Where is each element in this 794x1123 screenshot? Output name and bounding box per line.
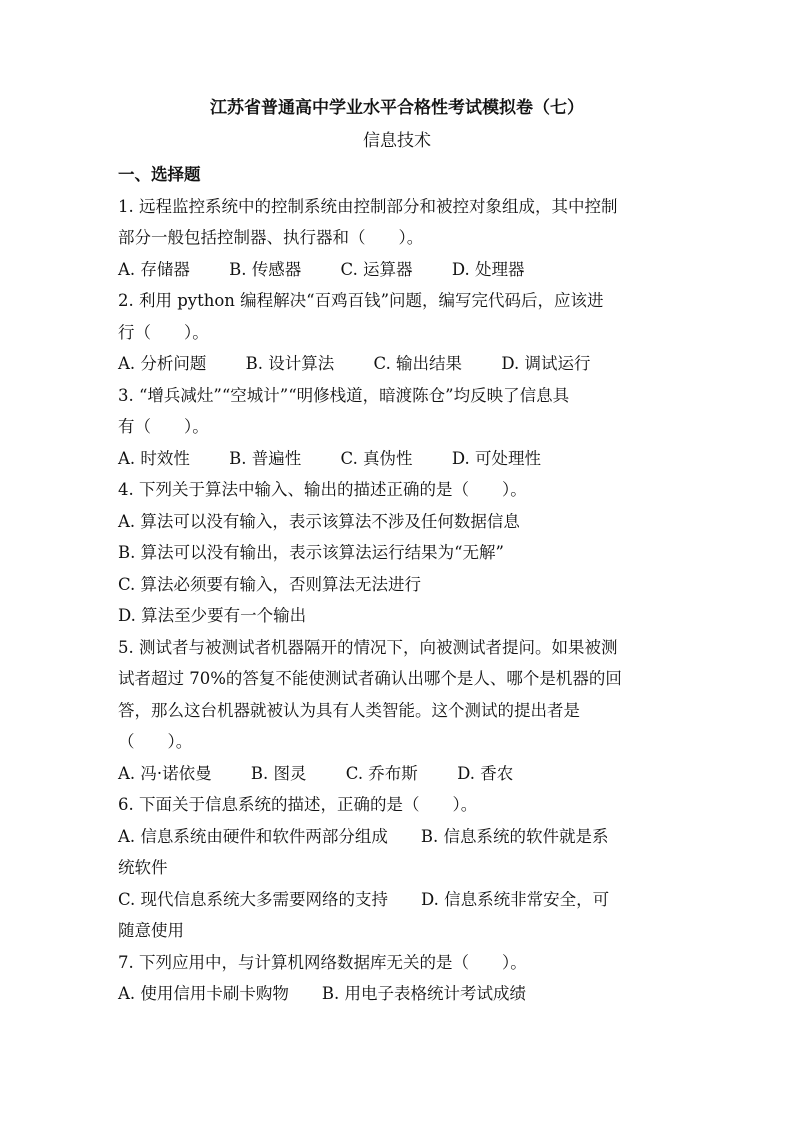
option-line: A. 使用信用卡刷卡购物 B. 用电子表格统计考试成绩 (118, 984, 527, 1003)
option-c: C. 输出结果 (373, 354, 463, 373)
option-d: D. 香农 (457, 763, 514, 783)
option-a: A. 分析问题 (118, 354, 207, 373)
option-a: A. 时效性 (118, 448, 190, 468)
option-b: B. 图灵 (250, 763, 307, 783)
question-2 (118, 285, 684, 380)
question-line: 3. “增兵减灶”“空城计”“明修栈道，暗渡陈仓”均反映了信息具 (118, 385, 570, 405)
option-c: C. 乔布斯 (345, 763, 418, 783)
question-line: 7. 下列应用中，与计算机网络数据库无关的是（ ）。 (118, 952, 527, 972)
option-d: D. 可处理性 (451, 448, 541, 468)
option-d: D. 算法至少要有一个输出 (118, 606, 307, 625)
question-line: 5. 测试者与被测试者机器隔开的情况下，向被测试者提问。如果被测 (118, 637, 618, 657)
question-line: 有（ ）。 (118, 417, 209, 436)
option-a: A. 冯·诺依曼 (118, 763, 212, 783)
question-line: 行（ ）。 (118, 322, 209, 342)
option-b: B. 传感器 (229, 259, 302, 279)
option-line: A. 信息系统由硬件和软件两部分组成 B. 信息系统的软件就是系 (118, 826, 609, 846)
option-line: 统软件 (118, 858, 168, 877)
question-line: 6. 下面关于信息系统的描述，正确的是（ ）。 (118, 795, 478, 814)
option-d: D. 处理器 (451, 259, 525, 279)
question-1 (118, 191, 684, 286)
exam-title: 江苏省普通高中学业水平合格性考试模拟卷（七） (210, 98, 584, 118)
options-row (118, 348, 684, 380)
options-row (118, 443, 684, 475)
question-line: （ ）。 (118, 732, 193, 751)
question-5 (118, 632, 684, 790)
exam-subject: 信息技术 (363, 131, 431, 151)
option-d: D. 调试运行 (501, 354, 591, 373)
option-line: C. 现代信息系统大多需要网络的支持 D. 信息系统非常安全，可 (118, 889, 610, 909)
option-c: C. 运算器 (340, 259, 413, 279)
question-6 (118, 789, 684, 947)
question-line: 4. 下列关于算法中输入、输出的描述正确的是（ ）。 (118, 480, 527, 499)
exam-content (118, 159, 684, 1010)
question-line: 2. 利用 python 编程解决“百鸡百钱”问题，编写完代码后，应该进 (118, 291, 604, 310)
option-c: C. 真伪性 (340, 448, 413, 468)
question-4 (118, 474, 684, 632)
option-line: 随意使用 (118, 921, 184, 940)
section-heading: 一、选择题 (118, 165, 201, 184)
question-line: 1. 远程监控系统中的控制系统由控制部分和被控对象组成，其中控制 (118, 196, 618, 216)
option-b: B. 算法可以没有输出，表示该算法运行结果为“无解” (118, 543, 504, 562)
option-b: B. 设计算法 (245, 354, 335, 373)
options-row (118, 758, 684, 790)
question-7 (118, 947, 684, 1010)
question-line: 答，那么这台机器就被认为具有人类智能。这个测试的提出者是 (118, 700, 580, 720)
question-3 (118, 380, 684, 475)
option-a: A. 算法可以没有输入，表示该算法不涉及任何数据信息 (118, 511, 520, 531)
question-line: 部分一般包括控制器、执行器和（ ）。 (118, 228, 424, 247)
option-b: B. 普遍性 (229, 448, 302, 468)
question-line: 试者超过 70%的答复不能使测试者确认出哪个是人、哪个是机器的回 (118, 669, 622, 688)
options-row (118, 254, 684, 286)
option-c: C. 算法必须要有输入，否则算法无法进行 (118, 574, 422, 594)
option-a: A. 存储器 (118, 259, 190, 279)
